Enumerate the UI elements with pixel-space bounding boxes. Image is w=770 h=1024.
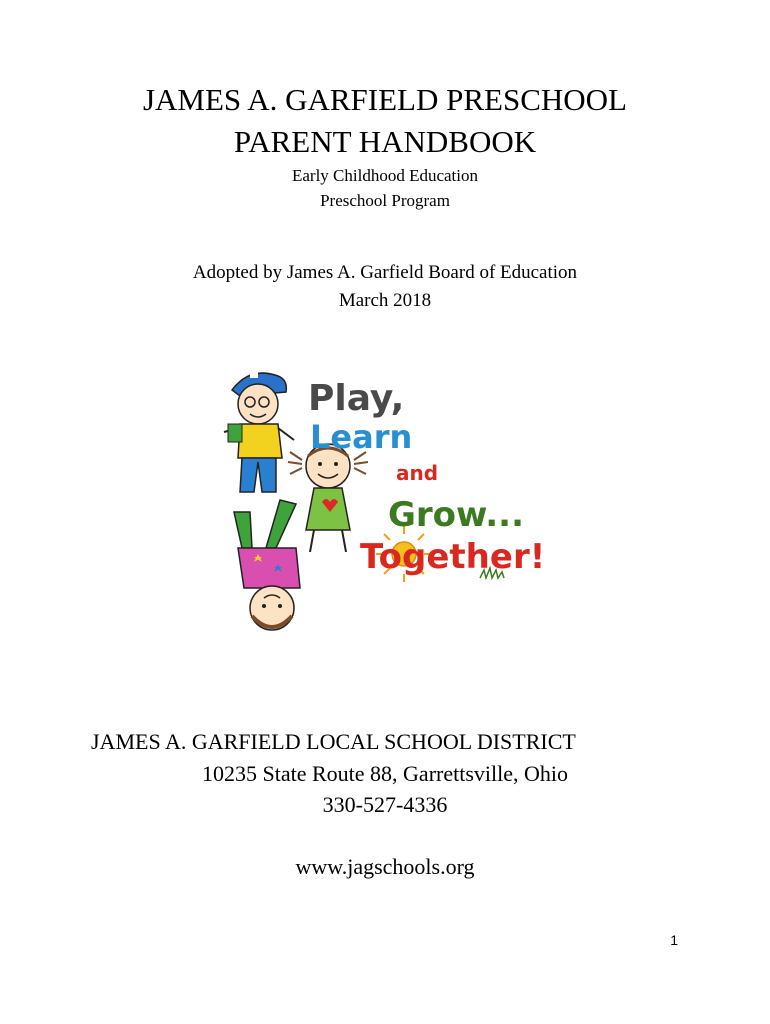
title-line-2: PARENT HANDBOOK xyxy=(233,124,537,159)
girl-figure-icon xyxy=(288,444,368,552)
district-phone: 330-527-4336 xyxy=(322,792,448,817)
logo-word-and: and xyxy=(396,461,439,485)
district-website[interactable]: www.jagschools.org xyxy=(295,854,475,879)
logo-word-learn: Learn xyxy=(310,418,413,456)
logo-word-play: Play, xyxy=(308,378,405,419)
page-number: 1 xyxy=(670,932,678,948)
logo-word-grow: Grow... xyxy=(388,495,525,535)
subtitle-line-1: Early Childhood Education xyxy=(291,166,479,185)
subtitle-line-2: Preschool Program xyxy=(320,191,450,210)
logo-word-together: Together! xyxy=(360,537,546,577)
district-address: 10235 State Route 88, Garrettsville, Ohio xyxy=(202,761,568,786)
title-line-1: JAMES A. GARFIELD PRESCHOOL xyxy=(142,82,627,117)
adopted-line-2: March 2018 xyxy=(338,290,432,311)
play-learn-grow-logo xyxy=(210,362,560,632)
upside-down-child-icon xyxy=(234,500,300,630)
boy-figure-icon xyxy=(224,372,294,492)
adopted-line-1: Adopted by James A. Garfield Board of Education xyxy=(192,262,578,283)
district-name: JAMES A. GARFIELD LOCAL SCHOOL DISTRICT xyxy=(91,729,576,754)
